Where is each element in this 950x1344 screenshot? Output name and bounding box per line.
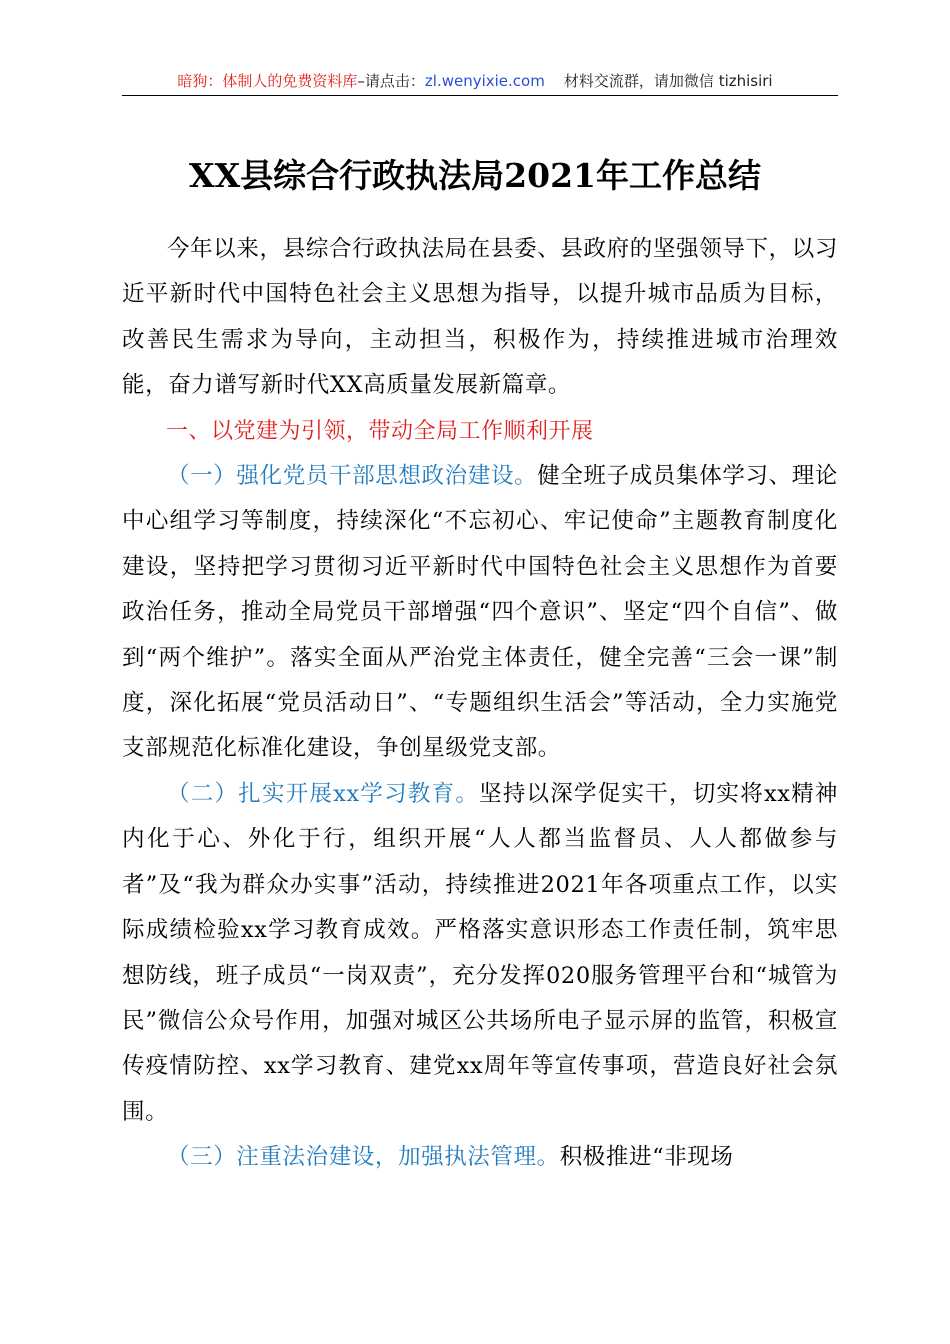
header-divider xyxy=(122,95,838,96)
section-paragraph-2 xyxy=(122,772,838,1135)
banner-brand: 暗狗：体制人的免费资料库 xyxy=(177,72,358,90)
top-banner xyxy=(0,70,950,92)
paragraph-text-3: 积极推进“非现场 xyxy=(559,1144,734,1171)
paragraph-text-2: 坚持以深学促实干，切实将xx精神内化于心、外化于行，组织开展“人人都当监督员、人人都做参与者”及“我为群众办实事”活动，持续推进2021年各项重点工作，以实际成绩检验xx学习教育成效。严格落实意识形态工作责任制，筑牢思想防线，班子成员“一岗双责”，充分发挥020服务管理平台和“城管为民”微信公众号作用，加强对城区公共场所电子显示屏的监管，积极宣传疫情防控、xx学习教育、建党xx周年等宣传事项，营造良好社会氛围。 xyxy=(122,780,838,1125)
subheading-1: （一）强化党员干部思想政治建设。 xyxy=(167,463,538,490)
subheading-2: （二）扎实开展xx学习教育。 xyxy=(167,780,480,807)
section-paragraph-1 xyxy=(122,454,838,772)
intro-paragraph: 今年以来，县综合行政执法局在县委、县政府的坚强领导下，以习近平新时代中国特色社会主义思想为指导，以提升城市品质为目标，改善民生需求为导向，主动担当，积极作为，持续推进城市治理效能，奋力谱写新时代XX高质量发展新篇章。 xyxy=(122,236,838,399)
document-title: XX县综合行政执法局2021年工作总结 xyxy=(188,156,762,195)
banner-click-prompt: –请点击： xyxy=(357,72,425,90)
subheading-3: （三）注重法治建设，加强执法管理。 xyxy=(167,1144,560,1171)
banner-wechat-note: 材料交流群，请加微信 tizhisiri xyxy=(563,72,773,90)
banner-link[interactable]: zl.wenyixie.com xyxy=(424,72,545,90)
document-body xyxy=(122,227,838,1181)
paragraph-text-1: 健全班子成员集体学习、理论中心组学习等制度，持续深化“不忘初心、牢记使命”主题教育制度化建设，坚持把学习贯彻习近平新时代中国特色社会主义思想作为首要政治任务，推动全局党员干部增强“四个意识”、坚定“四个自信”、做到“两个维护”。落实全面从严治党主体责任，健全完善“三会一课”制度，深化拓展“党员活动日”、“专题组织生活会”等活动，全力实施党支部规范化标准化建设，争创星级党支部。 xyxy=(122,463,838,762)
section-heading: 一、以党建为引领，带动全局工作顺利开展 xyxy=(166,418,594,444)
section-paragraph-3 xyxy=(122,1135,838,1180)
